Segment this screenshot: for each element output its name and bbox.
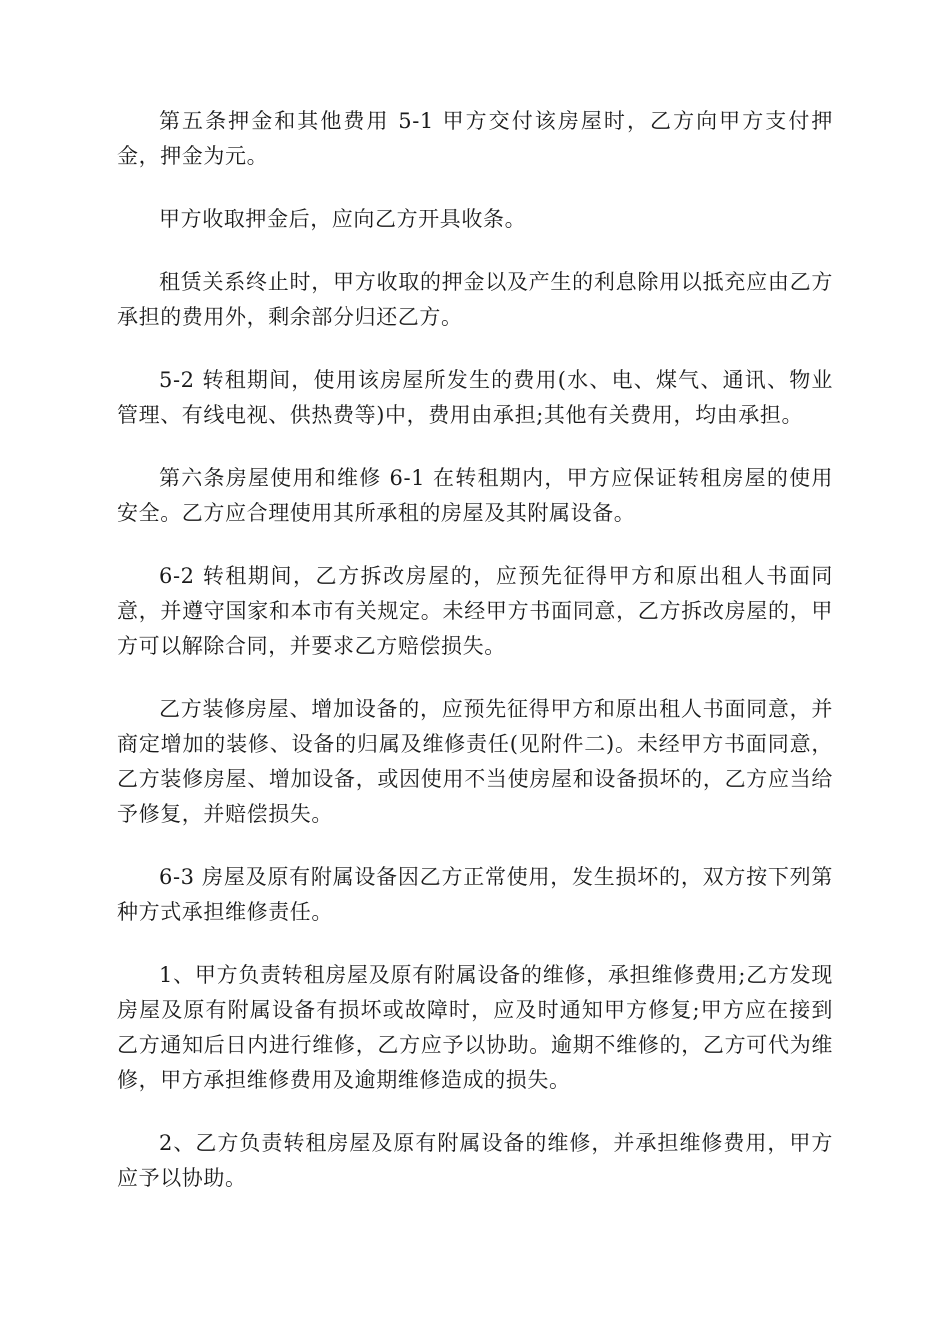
document-page — [117, 104, 833, 1224]
paragraph-sublease-fees: 5-2 转租期间，使用该房屋所发生的费用(水、电、煤气、通讯、物业管理、有线电视、供热费等)中，费用由承担;其他有关费用，均由承担。 — [117, 368, 833, 427]
paragraph-alteration: 6-2 转租期间，乙方拆改房屋的，应预先征得甲方和原出租人书面同意，并遵守国家和本市有关规定。未经甲方书面同意，乙方拆改房屋的，甲方可以解除合同，并要求乙方赔偿损失。 — [117, 564, 833, 658]
paragraph-decoration: 乙方装修房屋、增加设备的，应预先征得甲方和原出租人书面同意，并商定增加的装修、设备的归属及维修责任(见附件二)。未经甲方书面同意，乙方装修房屋、增加设备，或因使用不当使房屋和设备损坏的，乙方应当给予修复，并赔偿损失。 — [117, 697, 833, 826]
paragraph-deposit-receipt: 甲方收取押金后，应向乙方开具收条。 — [159, 207, 527, 231]
paragraph-repair-option-2: 2、乙方负责转租房屋及原有附属设备的维修，并承担维修费用，甲方应予以协助。 — [117, 1131, 833, 1190]
paragraph-repair-clause: 6-3 房屋及原有附属设备因乙方正常使用，发生损坏的，双方按下列第种方式承担维修责任。 — [117, 865, 833, 924]
paragraph-repair-option-1: 1、甲方负责转租房屋及原有附属设备的维修，承担维修费用;乙方发现房屋及原有附属设备有损坏或故障时，应及时通知甲方修复;甲方应在接到乙方通知后日内进行维修，乙方应予以协助。逾期不维修的，乙方可代为维修，甲方承担维修费用及逾期维修造成的损失。 — [117, 963, 833, 1092]
paragraph-deposit-clause: 第五条押金和其他费用 5-1 甲方交付该房屋时，乙方向甲方支付押金，押金为元。 — [117, 109, 833, 168]
paragraph-house-use-clause: 第六条房屋使用和维修 6-1 在转租期内，甲方应保证转租房屋的使用安全。乙方应合理使用其所承租的房屋及其附属设备。 — [117, 466, 833, 525]
paragraph-deposit-refund: 租赁关系终止时，甲方收取的押金以及产生的利息除用以抵充应由乙方承担的费用外，剩余部分归还乙方。 — [117, 270, 833, 329]
